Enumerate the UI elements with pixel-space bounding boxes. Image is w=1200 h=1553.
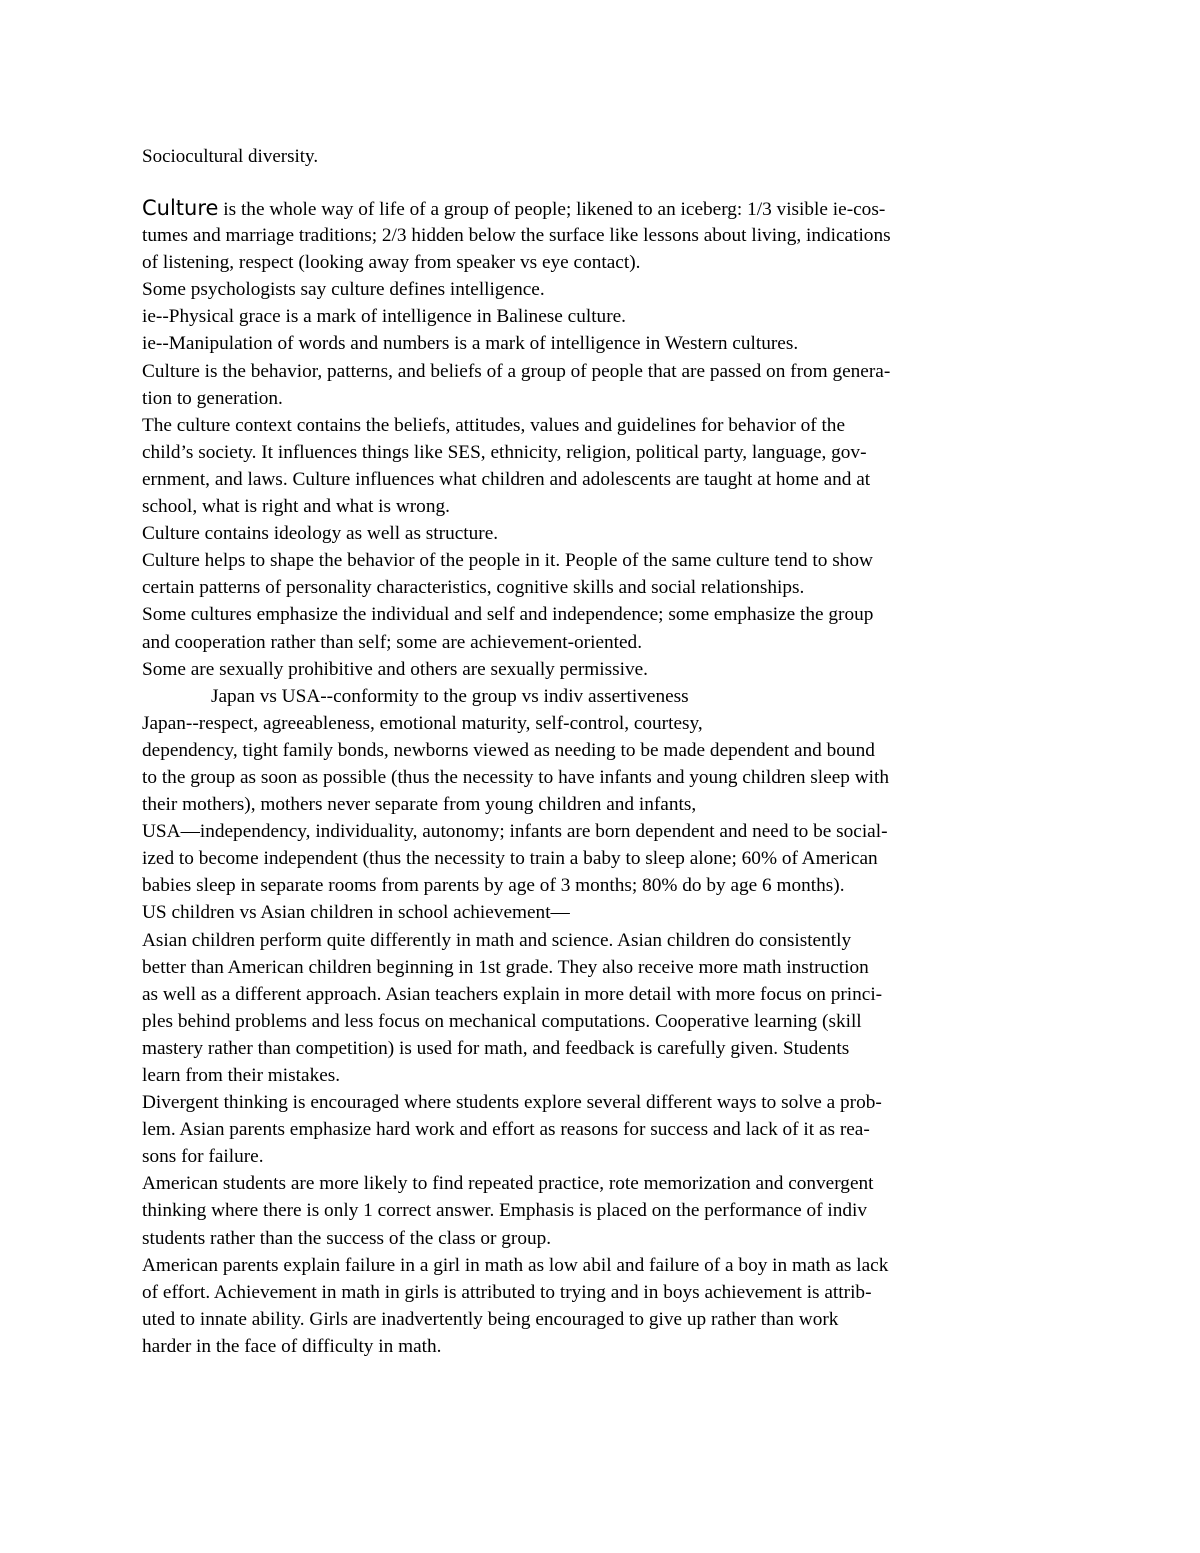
paragraph-line: ples behind problems and less focus on mechanical computations. Cooperative learning (skill bbox=[142, 1010, 862, 1032]
paragraph-line: to the group as soon as possible (thus the necessity to have infants and young children sleep with bbox=[142, 766, 890, 788]
paragraph-line: ie--Manipulation of words and numbers is a mark of intelligence in Western cultures. bbox=[142, 333, 799, 355]
paragraph-line: Culture helps to shape the behavior of the people in it. People of the same culture tend to show bbox=[142, 550, 873, 572]
paragraph-line bbox=[142, 195, 1072, 222]
paragraph-line: lem. Asian parents emphasize hard work and effort as reasons for success and lack of it as rea- bbox=[142, 1119, 870, 1141]
paragraph-line: and cooperation rather than self; some are achievement-oriented. bbox=[142, 631, 643, 653]
paragraph-line: Divergent thinking is encouraged where students explore several different ways to solve a prob- bbox=[142, 1092, 882, 1114]
paragraph-line: child’s society. It influences things like SES, ethnicity, religion, political party, language, gov- bbox=[142, 441, 867, 463]
paragraph-line: Some psychologists say culture defines intelligence. bbox=[142, 279, 545, 301]
paragraph-line: harder in the face of difficulty in math. bbox=[142, 1335, 442, 1357]
paragraph-line: better than American children beginning in 1st grade. They also receive more math instruction bbox=[142, 956, 869, 978]
paragraph-line: ized to become independent (thus the necessity to train a baby to sleep alone; 60% of American bbox=[142, 848, 878, 870]
paragraph-line: ie--Physical grace is a mark of intelligence in Balinese culture. bbox=[142, 306, 626, 328]
paragraph-line: Culture contains ideology as well as structure. bbox=[142, 523, 499, 545]
paragraph-line: tumes and marriage traditions; 2/3 hidden below the surface like lessons about living, indications bbox=[142, 225, 891, 247]
document-body bbox=[142, 195, 1072, 1360]
paragraph-line: Some are sexually prohibitive and others are sexually permissive. bbox=[142, 658, 648, 680]
paragraph-line: tion to generation. bbox=[142, 387, 283, 409]
paragraph-line: learn from their mistakes. bbox=[142, 1065, 341, 1086]
paragraph-line: USA—independency, individuality, autonomy; infants are born dependent and need to be social- bbox=[142, 821, 888, 843]
paragraph-line: uted to innate ability. Girls are inadvertently being encouraged to give up rather than work bbox=[142, 1308, 839, 1330]
paragraph-line: Culture is the behavior, patterns, and beliefs of a group of people that are passed on from genera- bbox=[142, 360, 891, 382]
paragraph-line: school, what is right and what is wrong. bbox=[142, 496, 450, 518]
paragraph-line: US children vs Asian children in school achievement— bbox=[142, 902, 570, 924]
line-text: is the whole way of life of a group of people; likened to an iceberg: 1/3 visible ie-cos- bbox=[218, 199, 886, 220]
paragraph-line: of effort. Achievement in math in girls is attributed to trying and in boys achievement is attrib- bbox=[142, 1281, 872, 1303]
document-title: Sociocultural diversity. bbox=[142, 146, 319, 167]
paragraph-line: American students are more likely to find repeated practice, rote memorization and convergent bbox=[142, 1173, 874, 1195]
paragraph-line: ernment, and laws. Culture influences what children and adolescents are taught at home and at bbox=[142, 468, 871, 490]
paragraph-line: sons for failure. bbox=[142, 1146, 264, 1168]
paragraph-line: of listening, respect (looking away from speaker vs eye contact). bbox=[142, 252, 641, 274]
paragraph-line: Some cultures emphasize the individual and self and independence; some emphasize the group bbox=[142, 604, 874, 626]
paragraph-line: dependency, tight family bonds, newborns viewed as needing to be made dependent and bound bbox=[142, 739, 875, 761]
lead-word-culture: Culture bbox=[142, 196, 219, 220]
paragraph-line: mastery rather than competition) is used for math, and feedback is carefully given. Students bbox=[142, 1037, 850, 1059]
paragraph-line: Asian children perform quite differently in math and science. Asian children do consistently bbox=[142, 929, 852, 951]
paragraph-line: as well as a different approach. Asian teachers explain in more detail with more focus on princi- bbox=[142, 983, 883, 1005]
paragraph-line: American parents explain failure in a girl in math as low abil and failure of a boy in math as lack bbox=[142, 1254, 889, 1276]
paragraph-line: certain patterns of personality characteristics, cognitive skills and social relationships. bbox=[142, 577, 805, 599]
paragraph-line: babies sleep in separate rooms from parents by age of 3 months; 80% do by age 6 months). bbox=[142, 875, 845, 897]
paragraph-line-indented: Japan vs USA--conformity to the group vs indiv assertiveness bbox=[211, 685, 689, 707]
paragraph-line: students rather than the success of the class or group. bbox=[142, 1227, 552, 1249]
paragraph-line: Japan--respect, agreeableness, emotional maturity, self-control, courtesy, bbox=[142, 712, 703, 734]
paragraph-line: thinking where there is only 1 correct answer. Emphasis is placed on the performance of indiv bbox=[142, 1200, 867, 1222]
paragraph-line: The culture context contains the beliefs, attitudes, values and guidelines for behavior of the bbox=[142, 414, 846, 436]
paragraph-line: their mothers), mothers never separate from young children and infants, bbox=[142, 794, 697, 816]
